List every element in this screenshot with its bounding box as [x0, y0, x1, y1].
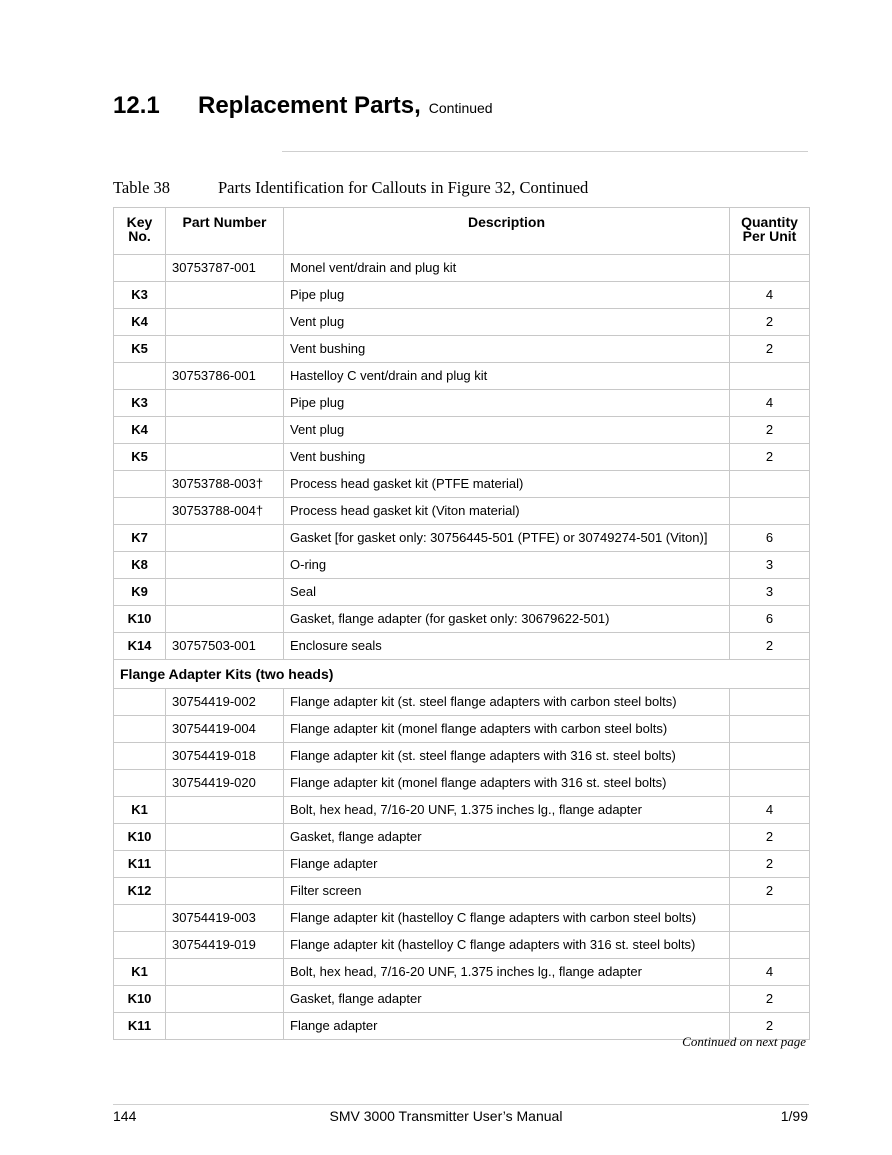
- cell-description: Filter screen: [284, 878, 730, 905]
- table-row: [114, 390, 810, 417]
- footer-manual-title: SMV 3000 Transmitter User’s Manual: [329, 1108, 563, 1124]
- cell-part-number: [166, 282, 284, 309]
- cell-description: Hastelloy C vent/drain and plug kit: [284, 363, 730, 390]
- cell-description: Process head gasket kit (PTFE material): [284, 471, 730, 498]
- table-row: [114, 363, 810, 390]
- cell-key-no: [114, 716, 166, 743]
- cell-quantity: [730, 471, 810, 498]
- cell-part-number: 30754419-004: [166, 716, 284, 743]
- cell-quantity: 2: [730, 1013, 810, 1040]
- section-title: Replacement Parts,: [198, 92, 421, 119]
- cell-part-number: [166, 959, 284, 986]
- cell-part-number: [166, 606, 284, 633]
- cell-part-number: 30754419-002: [166, 689, 284, 716]
- cell-quantity: [730, 498, 810, 525]
- cell-quantity: 3: [730, 552, 810, 579]
- table-row: [114, 255, 810, 282]
- cell-key-no: [114, 770, 166, 797]
- cell-quantity: 4: [730, 282, 810, 309]
- cell-quantity: 2: [730, 633, 810, 660]
- table-row: [114, 851, 810, 878]
- cell-quantity: 2: [730, 878, 810, 905]
- cell-key-no: [114, 498, 166, 525]
- table-row: [114, 444, 810, 471]
- table-row: [114, 878, 810, 905]
- cell-description: Pipe plug: [284, 390, 730, 417]
- table-row: [114, 498, 810, 525]
- cell-quantity: 4: [730, 797, 810, 824]
- cell-key-no: K11: [114, 851, 166, 878]
- cell-key-no: K7: [114, 525, 166, 552]
- section-label: Flange Adapter Kits (two heads): [114, 660, 810, 689]
- cell-key-no: K10: [114, 986, 166, 1013]
- cell-key-no: K4: [114, 417, 166, 444]
- cell-quantity: 2: [730, 336, 810, 363]
- cell-description: Flange adapter: [284, 1013, 730, 1040]
- cell-quantity: 2: [730, 824, 810, 851]
- cell-description: Process head gasket kit (Viton material): [284, 498, 730, 525]
- table-row: [114, 959, 810, 986]
- cell-description: Gasket, flange adapter: [284, 986, 730, 1013]
- cell-key-no: K10: [114, 824, 166, 851]
- cell-part-number: [166, 797, 284, 824]
- table-row: [114, 824, 810, 851]
- cell-part-number: [166, 390, 284, 417]
- cell-quantity: 4: [730, 959, 810, 986]
- table-row: [114, 552, 810, 579]
- cell-part-number: [166, 336, 284, 363]
- table-caption-text: Parts Identification for Callouts in Figure 32, Continued: [218, 178, 589, 197]
- cell-key-no: [114, 471, 166, 498]
- cell-part-number: 30754419-003: [166, 905, 284, 932]
- cell-description: Vent bushing: [284, 444, 730, 471]
- cell-part-number: [166, 878, 284, 905]
- table-row: [114, 579, 810, 606]
- cell-quantity: [730, 363, 810, 390]
- column-header-part-number: Part Number: [166, 208, 284, 255]
- cell-quantity: 6: [730, 525, 810, 552]
- cell-part-number: 30754419-020: [166, 770, 284, 797]
- cell-part-number: [166, 552, 284, 579]
- cell-key-no: K11: [114, 1013, 166, 1040]
- cell-key-no: [114, 743, 166, 770]
- cell-key-no: K14: [114, 633, 166, 660]
- table-section-row: [114, 660, 810, 689]
- column-header-key: Key No.: [114, 208, 166, 255]
- cell-part-number: 30753786-001: [166, 363, 284, 390]
- cell-key-no: K12: [114, 878, 166, 905]
- header-divider: [282, 151, 808, 152]
- cell-key-no: K5: [114, 336, 166, 363]
- cell-description: Flange adapter kit (st. steel flange adapters with carbon steel bolts): [284, 689, 730, 716]
- cell-description: Gasket [for gasket only: 30756445-501 (PTFE) or 30749274-501 (Viton)]: [284, 525, 730, 552]
- cell-description: Bolt, hex head, 7/16-20 UNF, 1.375 inches lg., flange adapter: [284, 959, 730, 986]
- cell-quantity: [730, 689, 810, 716]
- continued-note: Continued on next page: [682, 1034, 806, 1049]
- cell-quantity: [730, 770, 810, 797]
- parts-table: [113, 207, 810, 1040]
- table-row: [114, 525, 810, 552]
- cell-quantity: [730, 716, 810, 743]
- cell-part-number: [166, 525, 284, 552]
- cell-quantity: 2: [730, 309, 810, 336]
- cell-part-number: 30754419-019: [166, 932, 284, 959]
- cell-description: Monel vent/drain and plug kit: [284, 255, 730, 282]
- cell-description: Flange adapter kit (monel flange adapters with carbon steel bolts): [284, 716, 730, 743]
- column-header-quantity: Quantity Per Unit: [730, 208, 810, 255]
- table-row: [114, 309, 810, 336]
- table-caption-label: Table 38: [113, 178, 171, 197]
- cell-part-number: [166, 986, 284, 1013]
- cell-quantity: 4: [730, 390, 810, 417]
- cell-quantity: [730, 743, 810, 770]
- cell-key-no: [114, 932, 166, 959]
- cell-key-no: K3: [114, 390, 166, 417]
- section-heading: [113, 92, 493, 120]
- table-caption: [113, 178, 588, 198]
- cell-key-no: K1: [114, 797, 166, 824]
- table-row: [114, 743, 810, 770]
- cell-quantity: 2: [730, 444, 810, 471]
- table-row: [114, 797, 810, 824]
- section-number: 12.1: [113, 92, 160, 119]
- cell-description: Flange adapter kit (st. steel flange adapters with 316 st. steel bolts): [284, 743, 730, 770]
- footer-divider: [113, 1104, 809, 1105]
- cell-description: Flange adapter: [284, 851, 730, 878]
- table-row: [114, 932, 810, 959]
- cell-key-no: [114, 689, 166, 716]
- table-row: [114, 716, 810, 743]
- cell-description: Flange adapter kit (hastelloy C flange adapters with 316 st. steel bolts): [284, 932, 730, 959]
- cell-part-number: [166, 444, 284, 471]
- cell-description: Enclosure seals: [284, 633, 730, 660]
- cell-description: Flange adapter kit (hastelloy C flange adapters with carbon steel bolts): [284, 905, 730, 932]
- cell-key-no: [114, 363, 166, 390]
- cell-part-number: [166, 417, 284, 444]
- cell-description: Vent bushing: [284, 336, 730, 363]
- cell-part-number: [166, 579, 284, 606]
- cell-description: Flange adapter kit (monel flange adapters with 316 st. steel bolts): [284, 770, 730, 797]
- cell-key-no: [114, 255, 166, 282]
- cell-description: Pipe plug: [284, 282, 730, 309]
- cell-part-number: 30753788-003†: [166, 471, 284, 498]
- cell-key-no: K5: [114, 444, 166, 471]
- table-row: [114, 689, 810, 716]
- footer-page-number: 144: [113, 1108, 137, 1124]
- table-row: [114, 417, 810, 444]
- cell-quantity: 2: [730, 417, 810, 444]
- cell-part-number: 30757503-001: [166, 633, 284, 660]
- table-header-row: [114, 208, 810, 255]
- cell-key-no: K4: [114, 309, 166, 336]
- footer-date: 1/99: [780, 1108, 808, 1124]
- column-header-description: Description: [284, 208, 730, 255]
- cell-part-number: [166, 1013, 284, 1040]
- cell-part-number: 30753787-001: [166, 255, 284, 282]
- cell-key-no: [114, 905, 166, 932]
- table-row: [114, 633, 810, 660]
- table-row: [114, 471, 810, 498]
- cell-part-number: [166, 824, 284, 851]
- table-body: [114, 255, 810, 1040]
- cell-quantity: [730, 255, 810, 282]
- cell-part-number: 30753788-004†: [166, 498, 284, 525]
- table-row: [114, 770, 810, 797]
- cell-description: Vent plug: [284, 417, 730, 444]
- cell-description: Seal: [284, 579, 730, 606]
- cell-part-number: [166, 309, 284, 336]
- cell-quantity: 6: [730, 606, 810, 633]
- table-row: [114, 606, 810, 633]
- cell-quantity: [730, 932, 810, 959]
- cell-part-number: [166, 851, 284, 878]
- cell-quantity: 2: [730, 851, 810, 878]
- table-row: [114, 986, 810, 1013]
- table-row: [114, 336, 810, 363]
- cell-key-no: K1: [114, 959, 166, 986]
- cell-quantity: 3: [730, 579, 810, 606]
- cell-key-no: K9: [114, 579, 166, 606]
- cell-description: Gasket, flange adapter: [284, 824, 730, 851]
- cell-quantity: 2: [730, 986, 810, 1013]
- cell-key-no: K8: [114, 552, 166, 579]
- cell-description: Bolt, hex head, 7/16-20 UNF, 1.375 inches lg., flange adapter: [284, 797, 730, 824]
- table-row: [114, 282, 810, 309]
- table-row: [114, 905, 810, 932]
- cell-description: Vent plug: [284, 309, 730, 336]
- cell-description: Gasket, flange adapter (for gasket only: 30679622-501): [284, 606, 730, 633]
- cell-key-no: K10: [114, 606, 166, 633]
- cell-key-no: K3: [114, 282, 166, 309]
- cell-description: O-ring: [284, 552, 730, 579]
- cell-quantity: [730, 905, 810, 932]
- cell-part-number: 30754419-018: [166, 743, 284, 770]
- section-continued: Continued: [428, 100, 493, 116]
